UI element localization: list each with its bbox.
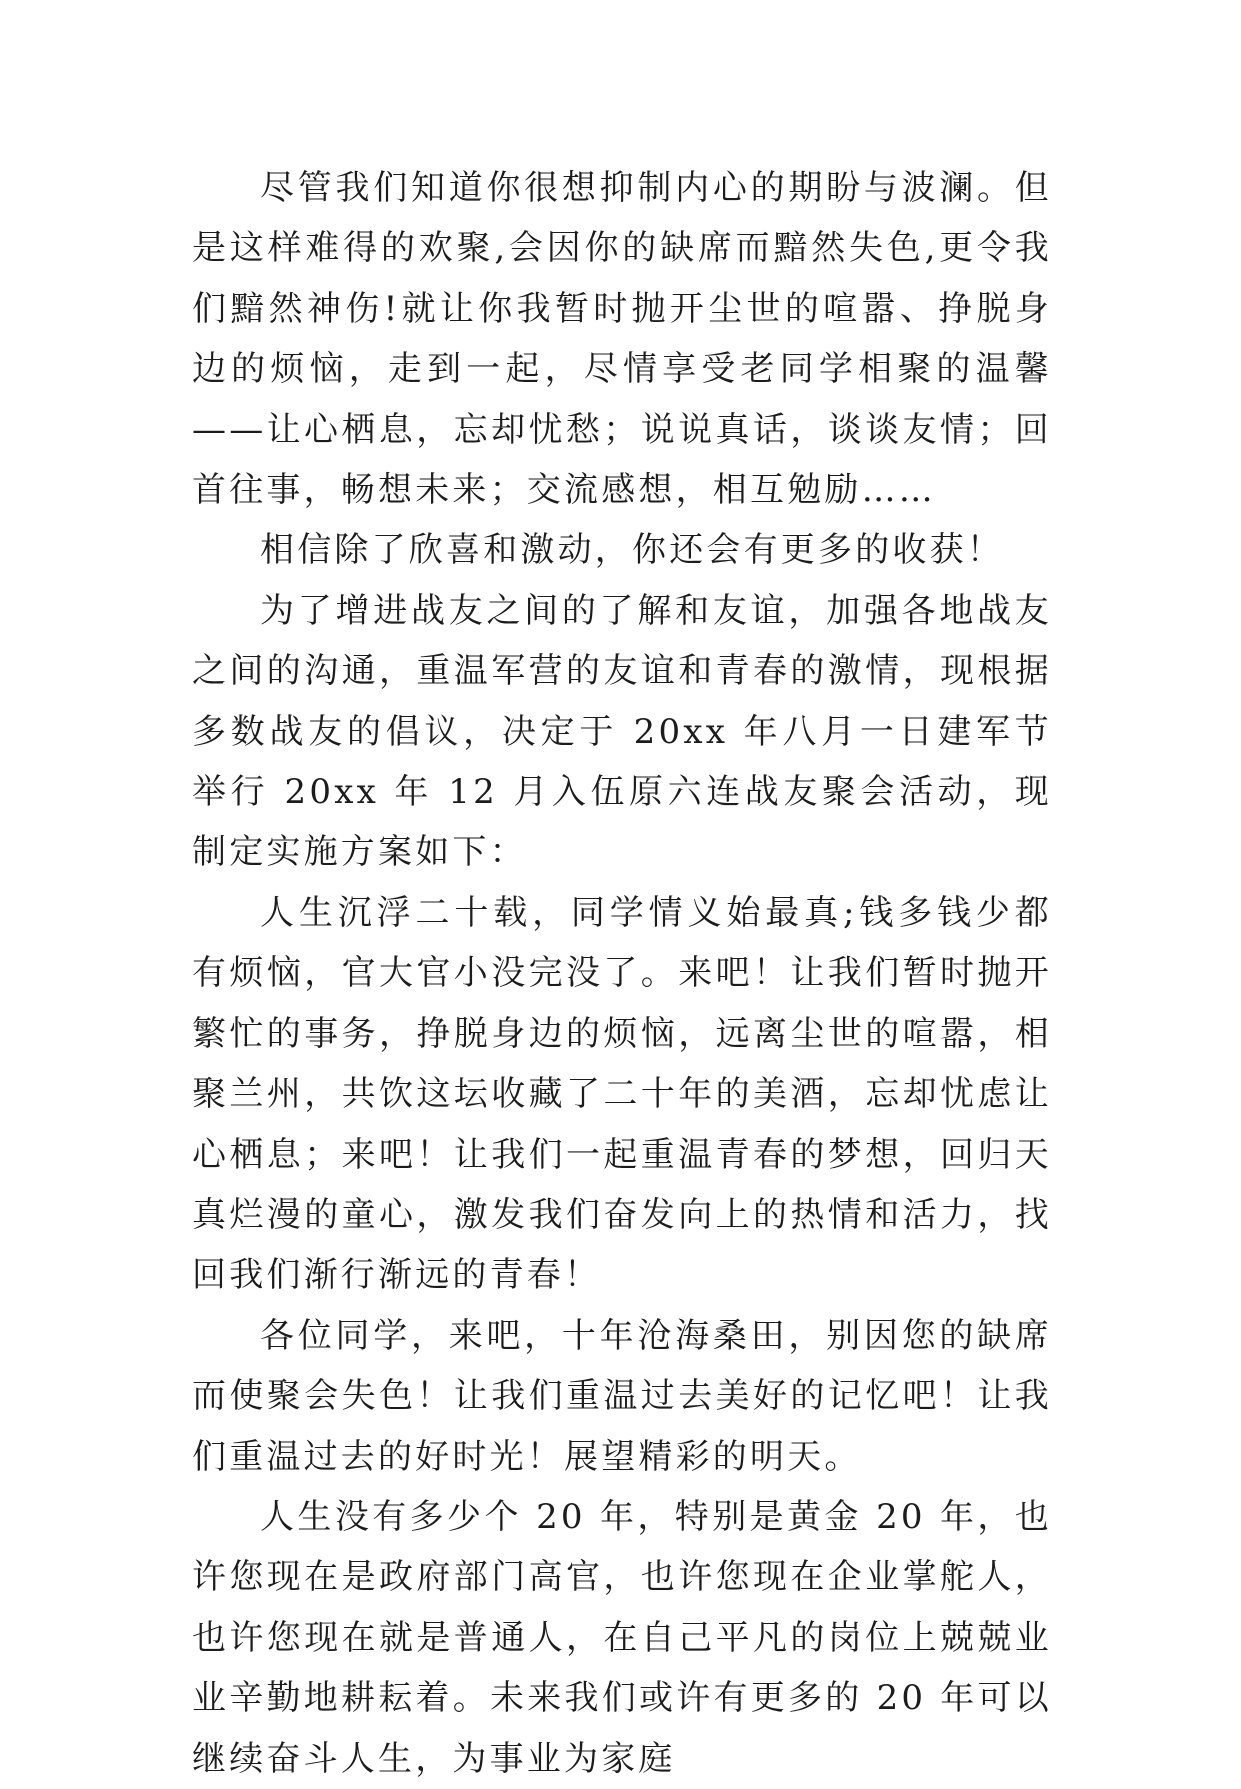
paragraph-1: 尽管我们知道你很想抑制内心的期盼与波澜。但是这样难得的欢聚,会因你的缺席而黯然失色,更令我们黯然神伤!就让你我暂时抛开尘世的喧嚣、挣脱身边的烦恼，走到一起，尽情享受老同学相聚的温馨——让心栖息，忘却忧愁；说说真话，谈谈友情；回首往事，畅想未来；交流感想，相互勉励…… — [192, 168, 1052, 511]
paragraph-6: 人生没有多少个 20 年，特别是黄金 20 年，也许您现在是政府部门高官，也许您现在企业掌舵人，也许您现在就是普通人，在自己平凡的岗位上兢兢业业辛勤地耕耘着。未来我们或许有更多的 20 年可以继续奋斗人生，为事业为家庭 — [192, 1496, 1052, 1779]
paragraph-4: 人生沉浮二十载，同学情义始最真;钱多钱少都有烦恼，官大官小没完没了。来吧！让我们暂时抛开繁忙的事务，挣脱身边的烦恼，远离尘世的喧嚣，相聚兰州，共饮这坛收藏了二十年的美酒，忘却忧虑让心栖息；来吧！让我们一起重温青春的梦想，回归天真烂漫的童心，激发我们奋发向上的热情和活力，找回我们渐行渐远的青春！ — [192, 892, 1052, 1296]
document-body — [192, 158, 1052, 1789]
paragraph-3: 为了增进战友之间的了解和友谊，加强各地战友之间的沟通，重温军营的友谊和青春的激情，现根据多数战友的倡议，决定于 20xx 年八月一日建军节举行 20xx 年 12 月入伍原六连战友聚会活动，现制定实施方案如下： — [192, 590, 1052, 873]
paragraph-5: 各位同学，来吧，十年沧海桑田，别因您的缺席而使聚会失色！让我们重温过去美好的记忆吧！让我们重温过去的好时光！展望精彩的明天。 — [192, 1315, 1052, 1477]
paragraph-2: 相信除了欣喜和激动，你还会有更多的收获！ — [260, 530, 1004, 571]
